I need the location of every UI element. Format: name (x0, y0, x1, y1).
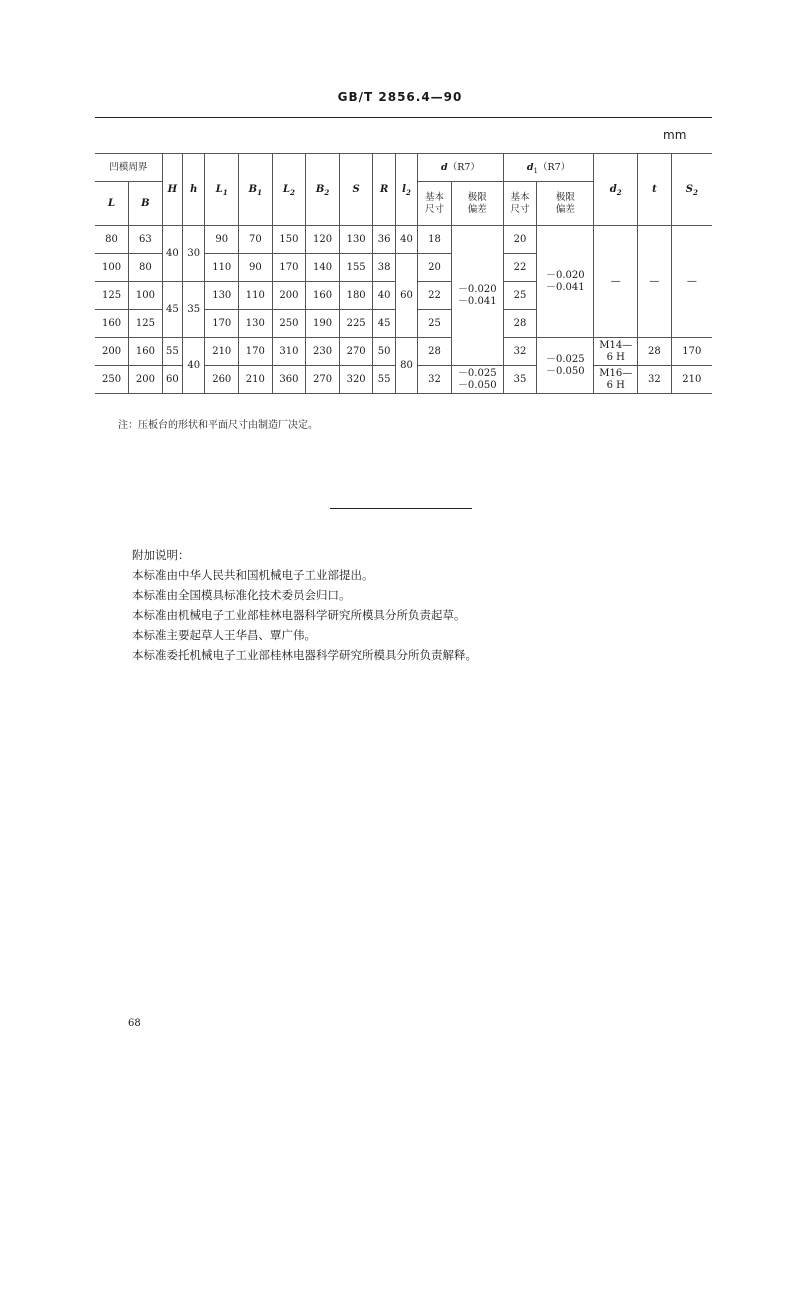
col-L1-header: $L_1$ (205, 154, 239, 226)
cell-d: 28 (418, 338, 452, 366)
cell-B2: 230 (306, 338, 340, 366)
cell-S2: 210 (671, 366, 712, 394)
cell-B2: 190 (306, 310, 340, 338)
cell-B2: 140 (306, 254, 340, 282)
col-L2-header: $L_2$ (272, 154, 306, 226)
cell-B: 125 (129, 310, 163, 338)
cell-L2: 360 (272, 366, 306, 394)
col-S-header: S (339, 154, 373, 226)
addendum-title: 附加说明： (132, 548, 190, 562)
cell-l2: 60 (395, 254, 417, 338)
cell-L: 250 (95, 366, 129, 394)
cell-d-deviation: －0.020 －0.041 (451, 226, 503, 366)
group-d1-header: $d_1(R7)$ (503, 154, 594, 182)
cell-h: 35 (183, 282, 205, 338)
cell-H: 45 (162, 282, 182, 338)
cell-L: 160 (95, 310, 129, 338)
header-row-1 (95, 154, 712, 182)
addendum-line: 本标准委托机械电子工业部桂林电器科学研究所模具分所负责解释。 (132, 648, 477, 662)
col-L-header: L (95, 182, 129, 226)
cell-R: 55 (373, 366, 395, 394)
cell-d1: 32 (503, 338, 537, 366)
cell-L2: 170 (272, 254, 306, 282)
addendum-line: 本标准由机械电子工业部桂林电器科学研究所模具分所负责起草。 (132, 608, 466, 622)
col-S2-header: $S_2$ (671, 154, 712, 226)
cell-B1: 130 (239, 310, 273, 338)
cell-B1: 170 (239, 338, 273, 366)
cell-B1: 70 (239, 226, 273, 254)
cell-L1: 210 (205, 338, 239, 366)
table-row (95, 338, 712, 366)
cell-L1: 170 (205, 310, 239, 338)
cell-S: 180 (339, 282, 373, 310)
table-note: 注：压板台的形状和平面尺寸由制造厂决定。 (118, 420, 318, 431)
cell-R: 45 (373, 310, 395, 338)
cell-R: 36 (373, 226, 395, 254)
cell-S: 225 (339, 310, 373, 338)
cell-L: 125 (95, 282, 129, 310)
cell-S: 270 (339, 338, 373, 366)
col-B1-header: $B_1$ (239, 154, 273, 226)
group-d-header: d（R7） (418, 154, 504, 182)
cell-d: 32 (418, 366, 452, 394)
cell-L1: 90 (205, 226, 239, 254)
cell-B1: 110 (239, 282, 273, 310)
cell-L: 100 (95, 254, 129, 282)
cell-B2: 120 (306, 226, 340, 254)
addendum-line: 本标准由中华人民共和国机械电子工业部提出。 (132, 568, 374, 582)
cell-h: 30 (183, 226, 205, 282)
cell-S: 155 (339, 254, 373, 282)
addendum-line: 本标准主要起草人王华昌、覃广伟。 (132, 628, 316, 642)
cell-B: 80 (129, 254, 163, 282)
cell-L: 200 (95, 338, 129, 366)
table-row (95, 226, 712, 254)
cell-B: 63 (129, 226, 163, 254)
cell-L2: 310 (272, 338, 306, 366)
cell-d2: M16— 6 H (594, 366, 638, 394)
cell-d1: 28 (503, 310, 537, 338)
d1-basic-size-header: 基本 尺寸 (503, 182, 537, 226)
cell-L2: 250 (272, 310, 306, 338)
col-H-header: H (162, 154, 182, 226)
cell-B2: 270 (306, 366, 340, 394)
cell-d: 20 (418, 254, 452, 282)
cell-d-deviation: －0.025 －0.050 (451, 366, 503, 394)
cell-d1: 35 (503, 366, 537, 394)
cell-d2: M14— 6 H (594, 338, 638, 366)
cell-H: 55 (162, 338, 182, 366)
cell-B: 160 (129, 338, 163, 366)
col-B-header: B (129, 182, 163, 226)
col-t-header: t (638, 154, 672, 226)
cell-d1: 22 (503, 254, 537, 282)
cell-d1: 20 (503, 226, 537, 254)
cell-B1: 90 (239, 254, 273, 282)
col-l2-header: $l_2$ (395, 154, 417, 226)
cell-B1: 210 (239, 366, 273, 394)
cell-t: 28 (638, 338, 672, 366)
cell-S: 320 (339, 366, 373, 394)
cell-l2: 40 (395, 226, 417, 254)
d-basic-size-header: 基本 尺寸 (418, 182, 452, 226)
header-rule (95, 117, 712, 118)
col-d2-header: $d_2$ (594, 154, 638, 226)
cell-d2: — (594, 226, 638, 338)
group-cavity-header: 凹模周界 (95, 154, 162, 182)
cell-S: 130 (339, 226, 373, 254)
cell-d1-deviation: －0.025 －0.050 (537, 338, 594, 394)
cell-B: 200 (129, 366, 163, 394)
cell-L2: 200 (272, 282, 306, 310)
cell-t: — (638, 226, 672, 338)
cell-d1-deviation: －0.020 －0.041 (537, 226, 594, 338)
col-R-header: R (373, 154, 395, 226)
d1-limit-dev-header: 极限 偏差 (537, 182, 594, 226)
cell-H: 60 (162, 366, 182, 394)
standard-number: GB/T 2856.4—90 (337, 90, 463, 104)
cell-L1: 130 (205, 282, 239, 310)
cell-L1: 260 (205, 366, 239, 394)
cell-h: 40 (183, 338, 205, 394)
cell-d: 22 (418, 282, 452, 310)
addendum-line: 本标准由全国模具标准化技术委员会归口。 (132, 588, 351, 602)
cell-H: 40 (162, 226, 182, 282)
cell-B: 100 (129, 282, 163, 310)
cell-L1: 110 (205, 254, 239, 282)
dimension-table (95, 153, 712, 394)
cell-S2: 170 (671, 338, 712, 366)
cell-R: 38 (373, 254, 395, 282)
cell-B2: 160 (306, 282, 340, 310)
page-number: 68 (128, 1018, 141, 1029)
col-h-header: h (183, 154, 205, 226)
unit-label: mm (663, 128, 687, 142)
cell-l2: 80 (395, 338, 417, 394)
cell-R: 40 (373, 282, 395, 310)
cell-L2: 150 (272, 226, 306, 254)
d-limit-dev-header: 极限 偏差 (451, 182, 503, 226)
col-B2-header: $B_2$ (306, 154, 340, 226)
section-divider (330, 508, 472, 509)
cell-d: 18 (418, 226, 452, 254)
addendum (132, 548, 477, 668)
cell-R: 50 (373, 338, 395, 366)
cell-d: 25 (418, 310, 452, 338)
cell-L: 80 (95, 226, 129, 254)
cell-d1: 25 (503, 282, 537, 310)
cell-t: 32 (638, 366, 672, 394)
cell-S2: — (671, 226, 712, 338)
